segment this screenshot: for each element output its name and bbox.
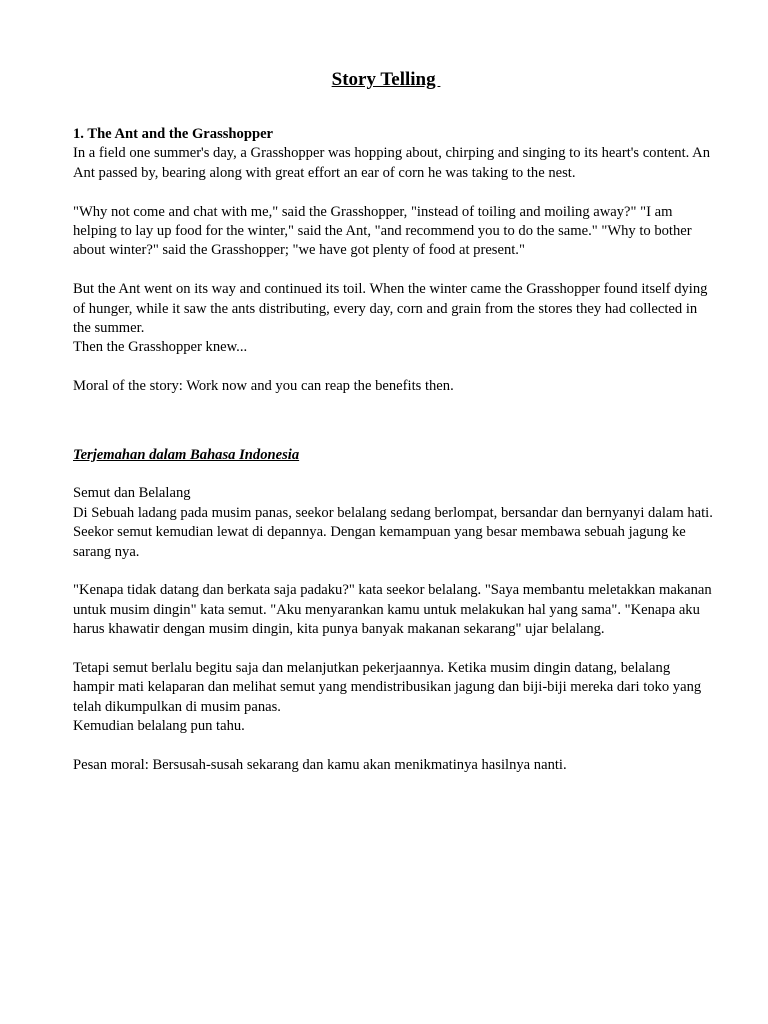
paragraph-gap [73,737,713,756]
translation-paragraph-3: Tetapi semut berlalu begitu saja dan melanjutkan pekerjaannya. Ketika musim dingin datang, belalang hampir mati kelaparan dan melihat semut yang mendistribusikan jagung dan biji-biji mereka dari toko yang telah dikumpulkan di musim panas. [73,660,702,715]
story-paragraph-3b: Then the Grasshopper knew... [73,339,248,356]
translation-paragraph-1: Di Sebuah ladang pada musim panas, seekor belalang sedang berlompat, bersandar dan bernyanyi dalam hati. Seekor semut kemudian lewat di depannya. Dengan kemampuan yang besar membawa sebuah jagung ke sarang nya. [73,504,713,560]
story-paragraph-2: "Why not come and chat with me," said the Grasshopper, "instead of toiling and moiling away?" "I am helping to lay up food for the winter," said the Ant, "and recommend you to do the same." "Why to bother about winter?" said the Grasshopper; "we have got plenty of food at present." [73,203,692,259]
story-paragraph-3: But the Ant went on its way and continued its toil. When the winter came the Grasshopper found itself dying of hunger, while it saw the ants distributing, every day, corn and grain from the stores they had collected in the summer. [73,281,708,337]
paragraph-gap [73,261,713,280]
translation-paragraph-2: "Kenapa tidak datang dan berkata saja padaku?" kata seekor belalang. "Saya membantu meletakkan makanan untuk musim dingin" kata semut. "Aku menyarankan kamu untuk melakukan hal yang sama". "Kenapa aku harus khawatir dengan musim dingin, kita punya banyak makanan sekarang" ujar belalang. [73,582,712,638]
document-body [73,125,713,775]
story-heading-english: 1. The Ant and the Grasshopper [73,126,274,142]
story-moral: Moral of the story: Work now and you can reap the benefits then. [73,378,454,395]
paragraph-gap [73,465,713,484]
translation-paragraph-3b: Kemudian belalang pun tahu. [73,718,245,735]
paragraph-gap [73,358,713,377]
translation-moral: Pesan moral: Bersusah-susah sekarang dan kamu akan menikmatinya hasilnya nanti. [73,757,567,774]
paragraph-gap [73,183,713,202]
translation-heading: Terjemahan dalam Bahasa Indonesia [73,446,300,463]
translation-subtitle: Semut dan Belalang [73,485,191,502]
section-gap [73,397,713,446]
paragraph-gap [73,562,713,581]
paragraph-gap [73,640,713,659]
page-title: Story Telling [331,69,441,90]
story-paragraph-1: In a field one summer's day, a Grasshopper was hopping about, chirping and singing to its heart's content. An Ant passed by, bearing along with great effort an ear of corn he was taking to the nest. [73,145,710,181]
